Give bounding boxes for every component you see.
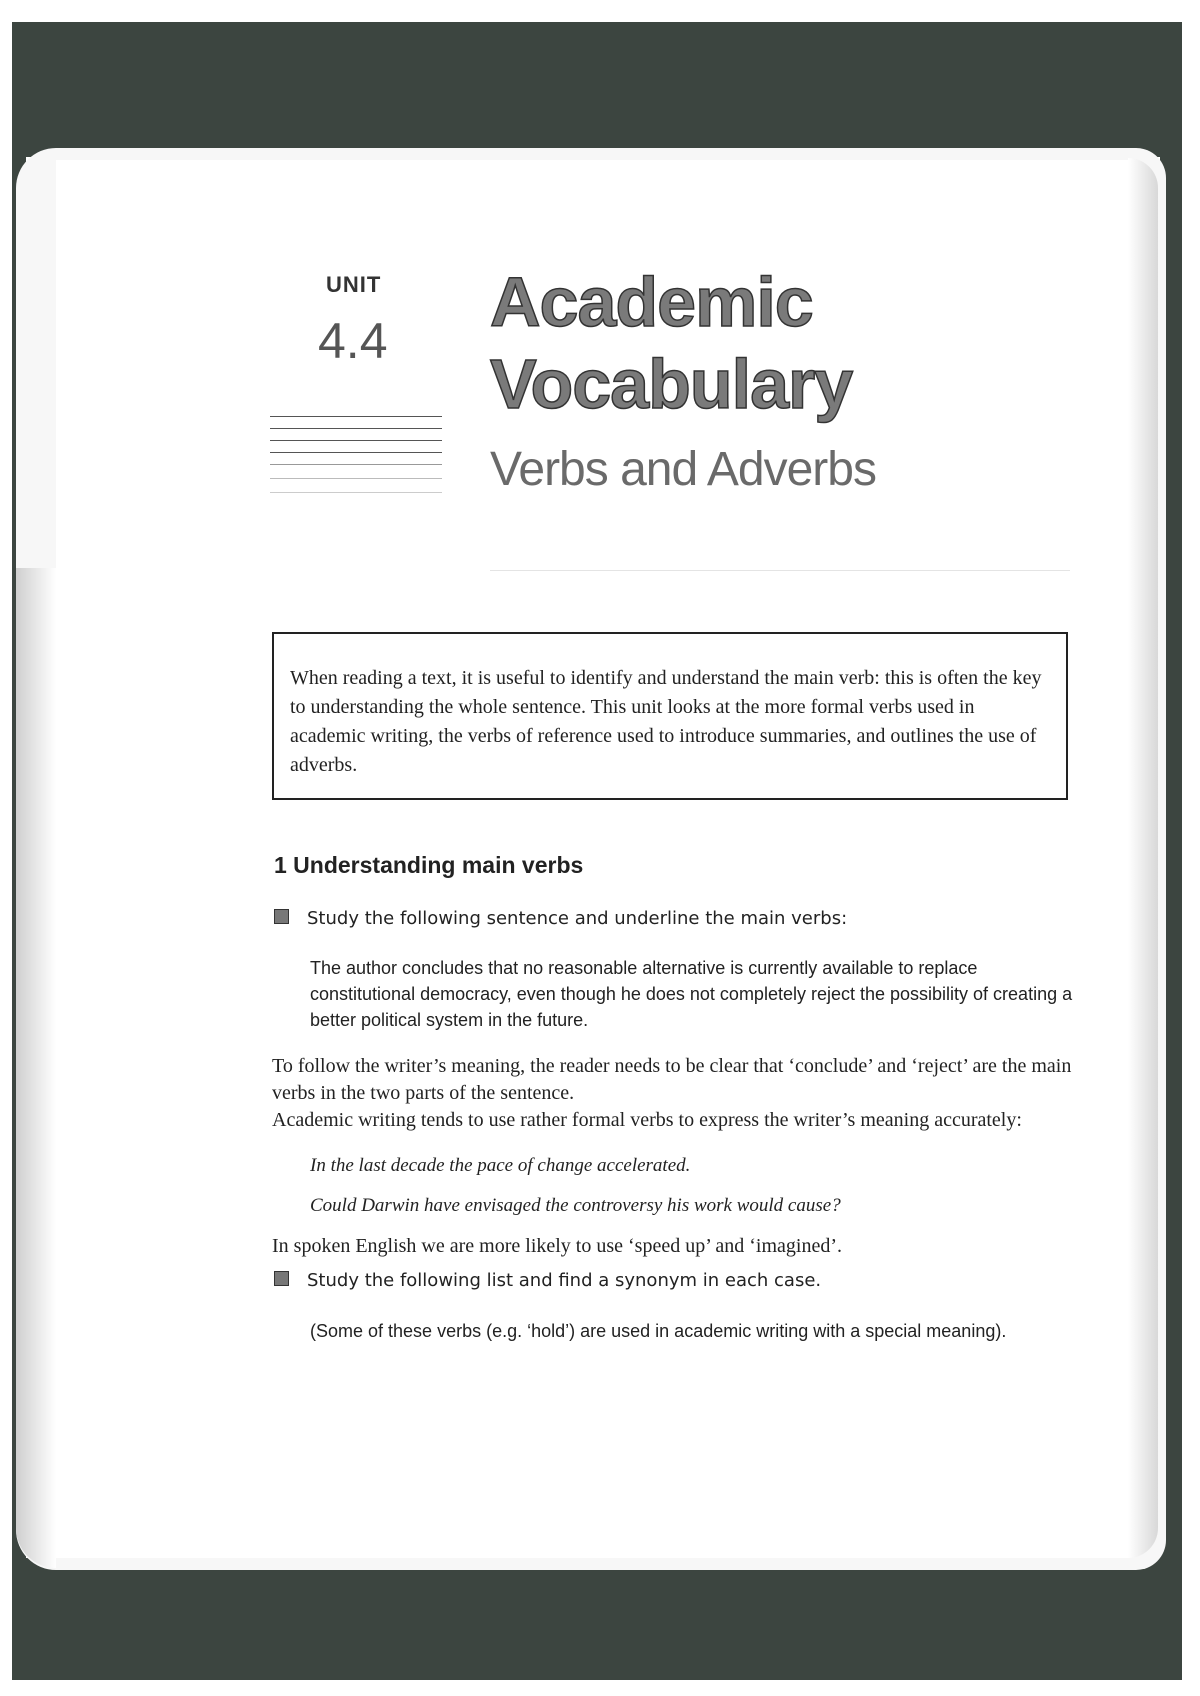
instruction-2-text: Study the following list and find a synonym in each case.: [307, 1270, 822, 1291]
page-left-shadow: [16, 568, 56, 1568]
decorative-rule: [270, 428, 442, 429]
paragraph-2: Academic writing tends to use rather formal verbs to express the writer’s meaning accurately:: [272, 1109, 1022, 1131]
intro-text: When reading a text, it is useful to identify and understand the main verb: this is often the key to understanding the whole sentence. This unit looks at the more formal verbs used in academic writing, the verbs of reference used to introduce summaries, and outlines the use of adverbs.: [290, 667, 1042, 776]
italic-example-2: Could Darwin have envisaged the controversy his work would cause?: [310, 1195, 841, 1216]
decorative-rule: [270, 492, 442, 493]
square-bullet-icon: [274, 909, 289, 924]
page-title-line1: Academic: [490, 263, 813, 341]
decorative-rule: [270, 440, 442, 441]
example-sentence: The author concludes that no reasonable alternative is currently available to replace constitutional democracy, even though he does not completely reject the possibility of creating a better political system in the future.: [310, 958, 1073, 1030]
paragraph-3: In spoken English we are more likely to use ‘speed up’ and ‘imagined’.: [272, 1235, 843, 1257]
square-bullet-icon: [274, 1271, 289, 1286]
instruction-1: [274, 908, 847, 930]
title-divider: [490, 570, 1070, 571]
scan-background-top: [12, 22, 1180, 157]
scan-background-bottom: [12, 1558, 1180, 1680]
section-heading: 1 Understanding main verbs: [274, 852, 584, 878]
unit-number: 4.4: [318, 313, 388, 369]
note-text: (Some of these verbs (e.g. ‘hold’) are used in academic writing with a special meaning).: [310, 1321, 1007, 1341]
instruction-2: [274, 1270, 821, 1292]
decorative-rule: [270, 416, 442, 417]
decorative-rule: [270, 478, 442, 479]
page-subtitle: Verbs and Adverbs: [490, 443, 876, 496]
decorative-rule: [270, 464, 442, 465]
page-right-shadow: [1128, 158, 1158, 1558]
unit-label: UNIT: [326, 272, 382, 297]
italic-example-1: In the last decade the pace of change accelerated.: [310, 1155, 691, 1176]
page-title-line2: Vocabulary: [490, 345, 853, 423]
decorative-rule: [270, 452, 442, 453]
paragraph-1: To follow the writer’s meaning, the reader needs to be clear that ‘conclude’ and ‘reject’ are the main verbs in the two parts of the sentence.: [272, 1055, 1072, 1104]
instruction-1-text: Study the following sentence and underline the main verbs:: [307, 908, 848, 929]
